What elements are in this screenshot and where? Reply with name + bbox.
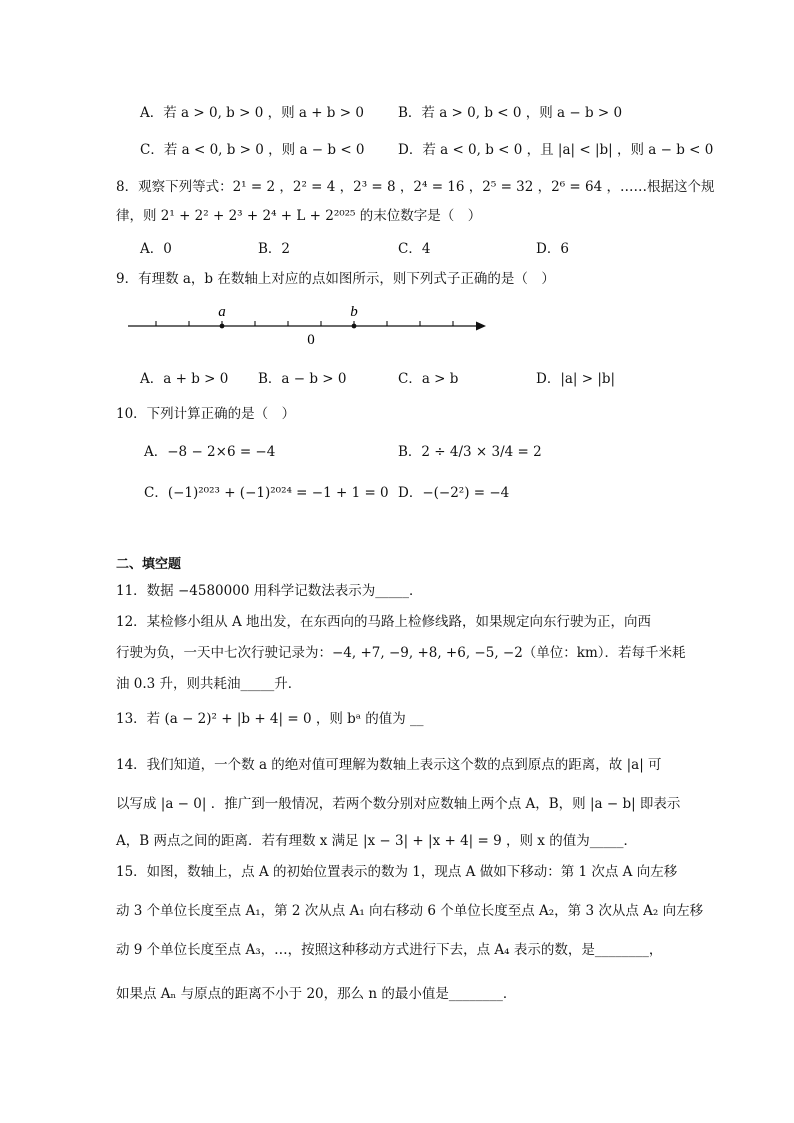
q14-line1: 14．我们知道，一个数 a 的绝对值可理解为数轴上表示这个数的点到原点的距离，故 |a| 可 [116,757,662,773]
q14-line2: 以写成 |a − 0| ．推广到一般情况，若两个数分别对应数轴上两个点 A，B，则 |a − b| 即表示 [116,796,681,812]
q10-option-d: D．−(−2²) = −4 [398,485,510,501]
q14-line3: A，B 两点之间的距离．若有理数 x 满足 |x − 3| + |x + 4| = 9 ，则 x 的值为_____． [116,833,637,849]
q10-stem: 10．下列计算正确的是（ ） [116,406,296,422]
q7-option-c: C．若 a < 0, b > 0 ，则 a − b < 0 [140,142,365,158]
q15-line3: 动 9 个单位长度至点 A₃，…，按照这种移动方式进行下去，点 A₄ 表示的数，是________， [116,942,663,958]
q15-line4: 如果点 Aₙ 与原点的距离不小于 20，那么 n 的最小值是________． [116,986,517,1002]
q7-option-d: D．若 a < 0, b < 0 ，且 |a| < |b| ，则 a − b < 0 [398,142,714,158]
q12-line2: 行驶为负，一天中七次行驶记录为：−4, +7, −9, +8, +6, −5, −2（单位：km）．若每千米耗 [116,645,686,661]
q11: 11．数据 −4580000 用科学记数法表示为_____． [116,583,423,599]
number-line-arrow [476,322,486,331]
q9-option-c: C．a > b [398,371,459,387]
q10-option-c: C．(−1)²⁰²³ + (−1)²⁰²⁴ = −1 + 1 = 0 [144,485,389,501]
q10-option-a: A．−8 − 2×6 = −4 [144,444,276,460]
q9-option-a: A．a + b > 0 [140,371,229,387]
q7-option-a: A．若 a > 0, b > 0 ，则 a + b > 0 [140,105,364,121]
q12-line1: 12．某检修小组从 A 地出发，在东西向的马路上检修线路，如果规定向东行驶为正，向西 [116,614,652,630]
point-a-label: a [218,304,226,320]
q8-stem-line1: 8．观察下列等式：2¹ = 2 ，2² = 4 ，2³ = 8 ，2⁴ = 16 ，2⁵ = 32 ，2⁶ = 64 ，……根据这个规 [116,179,715,195]
q15-line2: 动 3 个单位长度至点 A₁，第 2 次从点 A₁ 向右移动 6 个单位长度至点 A₂，第 3 次从点 A₂ 向左移 [116,903,704,919]
q8-option-c: C．4 [398,241,431,257]
origin-label: 0 [307,332,315,348]
q9-stem: 9．有理数 a，b 在数轴上对应的点如图所示，则下列式子正确的是（ ） [116,271,555,287]
q8-option-b: B．2 [258,241,291,257]
q9-option-d: D．|a| > |b| [536,371,616,387]
point-a [220,324,225,329]
q9-option-b: B．a − b > 0 [258,371,347,387]
q8-option-d: D．6 [536,241,569,257]
point-b [352,324,357,329]
q15-line1: 15．如图，数轴上，点 A 的初始位置表示的数为 1，现点 A 做如下移动：第 1 次点 A 向左移 [116,864,678,880]
q13: 13．若 (a − 2)² + |b + 4| = 0 ，则 bᵃ 的值为 __ [116,711,424,727]
point-b-label: b [350,304,358,320]
q8-option-a: A．0 [140,241,172,257]
q10-option-b: B．2 ÷ 4/3 × 3/4 = 2 [398,444,542,460]
q12-line3: 油 0.3 升，则共耗油_____升． [116,676,302,692]
q7-option-b: B．若 a > 0, b < 0 ，则 a − b > 0 [398,105,623,121]
q8-stem-line2: 律，则 2¹ + 2² + 2³ + 2⁴ + L + 2²⁰²⁵ 的末位数字是（ ） [116,208,482,224]
q9-number-line-figure [120,300,500,350]
section-title-fill-in: 二、填空题 [116,557,182,572]
